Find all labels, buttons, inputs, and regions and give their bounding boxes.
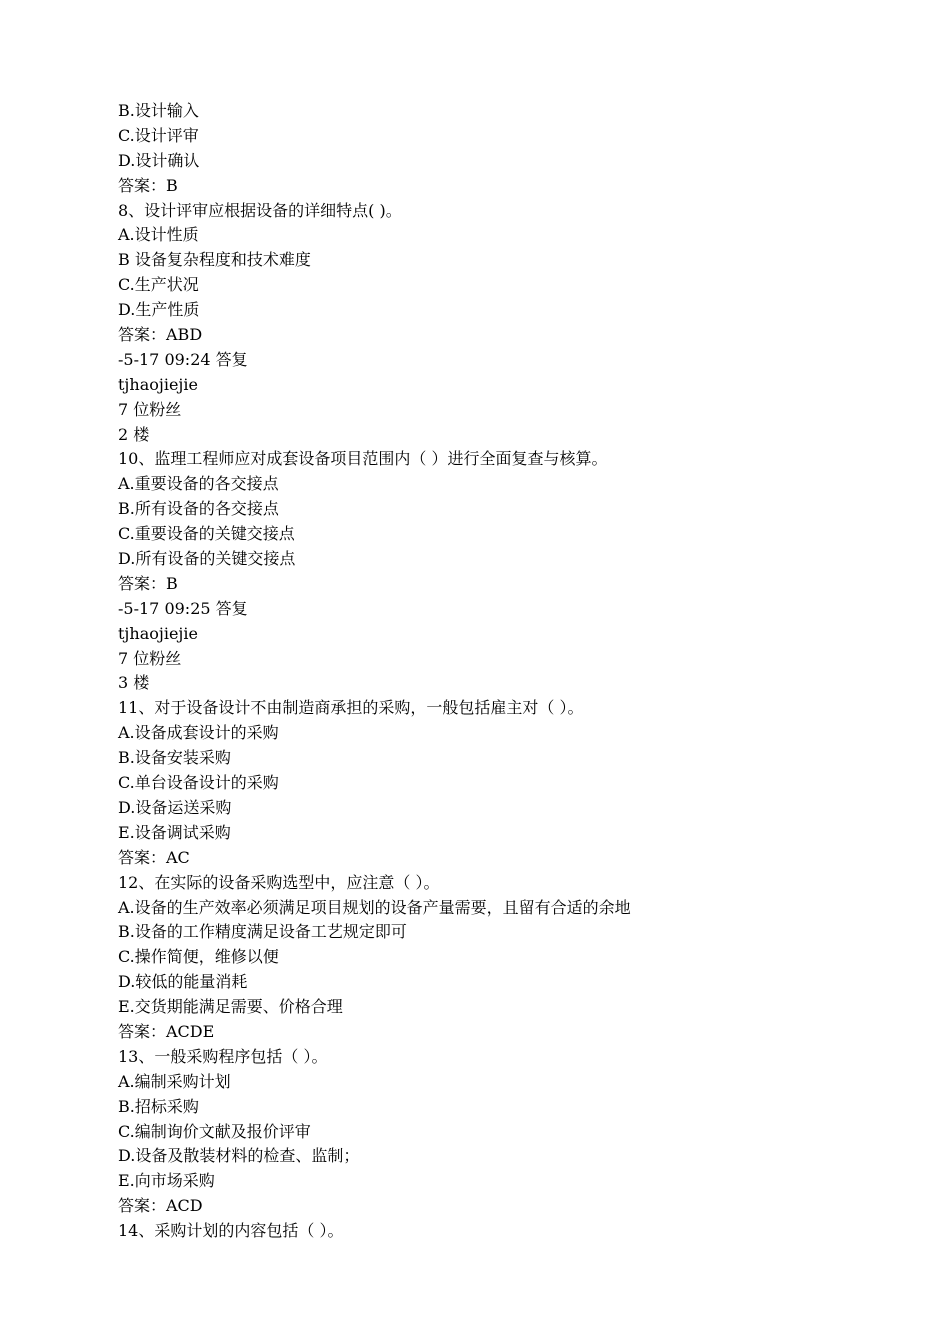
option-e: E.设备调试采购 — [118, 822, 231, 842]
reply-timestamp: -5-17 09:24 答复 — [118, 349, 248, 369]
option-d: D.设计确认 — [118, 150, 200, 170]
follower-count: 7 位粉丝 — [118, 648, 182, 668]
option-b: B 设备复杂程度和技术难度 — [118, 250, 311, 270]
option-d: D.生产性质 — [118, 300, 200, 320]
answer-line: 答案：B — [118, 175, 178, 195]
option-c: C.设计评审 — [118, 125, 199, 145]
username: tjhaojiejie — [118, 374, 198, 394]
option-c: C.编制询价文献及报价评审 — [118, 1121, 311, 1141]
option-d: D.较低的能量消耗 — [118, 972, 248, 992]
floor-number: 3 楼 — [118, 673, 150, 693]
question-11: 11、对于设备设计不由制造商承担的采购，一般包括雇主对（ ）。 — [118, 698, 584, 718]
question-12: 12、在实际的设备采购选型中，应注意（ ）。 — [118, 872, 440, 892]
option-e: E.向市场采购 — [118, 1171, 215, 1191]
option-a: A.设备成套设计的采购 — [118, 723, 279, 743]
option-b: B.招标采购 — [118, 1096, 199, 1116]
question-14: 14、采购计划的内容包括（ ）。 — [118, 1221, 344, 1241]
option-a: A.设备的生产效率必须满足项目规划的设备产量需要，且留有合适的余地 — [118, 897, 631, 917]
answer-line: 答案：ACDE — [118, 1021, 215, 1041]
answer-line: 答案：ABD — [118, 325, 203, 345]
option-d: D.所有设备的关键交接点 — [118, 549, 296, 569]
option-b: B.设计输入 — [118, 101, 199, 120]
option-a: A.编制采购计划 — [118, 1071, 231, 1091]
answer-line: 答案：AC — [118, 847, 190, 867]
option-a: A.重要设备的各交接点 — [118, 474, 279, 494]
floor-number: 2 楼 — [118, 424, 150, 444]
reply-timestamp: -5-17 09:25 答复 — [118, 598, 248, 618]
option-d: D.设备及散装材料的检查、监制； — [118, 1146, 360, 1166]
option-b: B.设备的工作精度满足设备工艺规定即可 — [118, 922, 407, 942]
follower-count: 7 位粉丝 — [118, 399, 182, 419]
option-b: B.所有设备的各交接点 — [118, 499, 279, 519]
option-c: C.单台设备设计的采购 — [118, 773, 279, 793]
answer-line: 答案：ACD — [118, 1196, 203, 1216]
option-c: C.生产状况 — [118, 275, 199, 295]
option-d: D.设备运送采购 — [118, 797, 232, 817]
option-c: C.操作简便，维修以便 — [118, 947, 279, 967]
option-b: B.设备安装采购 — [118, 748, 231, 768]
question-10: 10、监理工程师应对成套设备项目范围内（ ）进行全面复查与核算。 — [118, 449, 608, 469]
username: tjhaojiejie — [118, 623, 198, 643]
option-c: C.重要设备的关键交接点 — [118, 524, 295, 544]
question-13: 13、一般采购程序包括（ ）。 — [118, 1046, 328, 1066]
document-body — [118, 99, 878, 1244]
option-a: A.设计性质 — [118, 225, 199, 245]
question-8: 8、设计评审应根据设备的详细特点( )。 — [118, 200, 402, 220]
option-e: E.交货期能满足需要、价格合理 — [118, 997, 343, 1017]
answer-line: 答案：B — [118, 573, 178, 593]
